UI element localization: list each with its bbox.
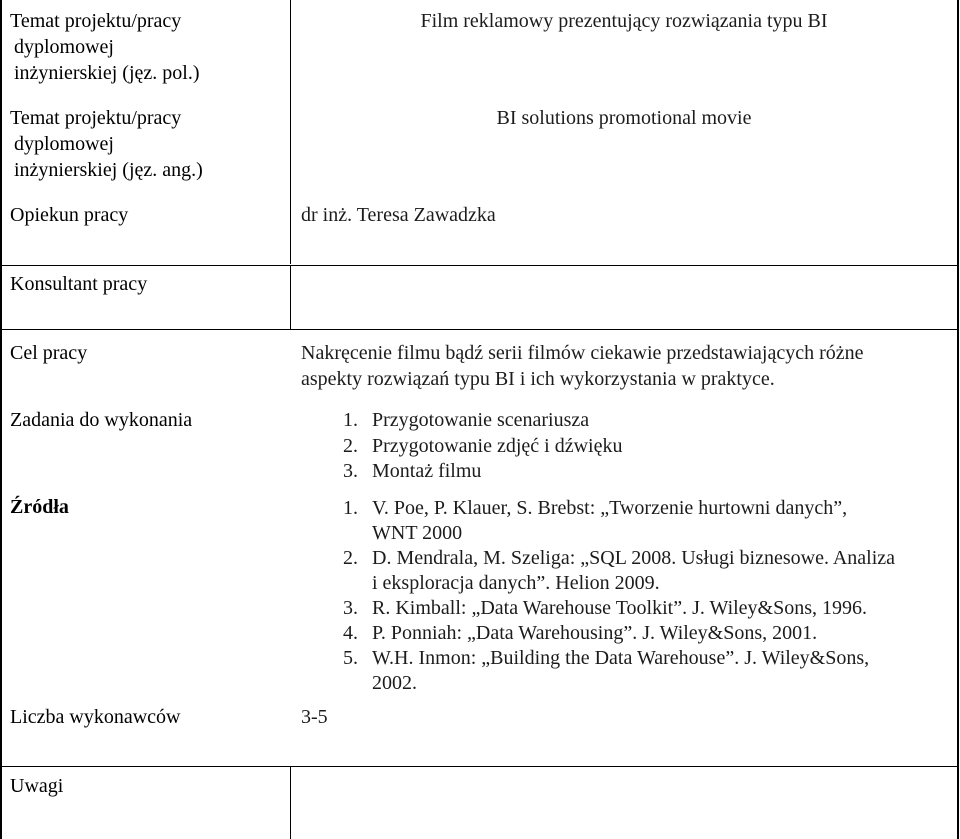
source-number: 5. xyxy=(343,647,358,669)
label-title-en-line2: dyplomowej xyxy=(14,133,114,155)
source-item-line: R. Kimball: „Data Warehouse Toolkit”. J. Wiley&Sons, 1996. xyxy=(372,597,868,619)
source-item-line: V. Poe, P. Klauer, S. Brebst: „Tworzenie hurtowni danych”, xyxy=(372,497,848,519)
table-border-right xyxy=(957,0,959,839)
column-divider-notes xyxy=(290,766,291,839)
source-item-line: P. Ponniah: „Data Warehousing”. J. Wiley&Sons, 2001. xyxy=(372,622,818,644)
source-item-line: WNT 2000 xyxy=(372,522,463,544)
source-item-line: i eksploracja danych”. Helion 2009. xyxy=(372,572,660,594)
label-goal: Cel pracy xyxy=(10,342,88,364)
source-number: 3. xyxy=(343,597,358,619)
label-title-pl-line2: dyplomowej xyxy=(14,36,114,58)
value-team-size: 3-5 xyxy=(301,706,328,728)
value-supervisor: dr inż. Teresa Zawadzka xyxy=(301,204,496,226)
table-border-left xyxy=(0,0,2,839)
label-title-pl-line3: inżynierskiej (jęz. pol.) xyxy=(14,62,200,84)
source-item-line: D. Mendrala, M. Szeliga: „SQL 2008. Usługi biznesowe. Analiza xyxy=(372,547,896,569)
label-title-en-line3: inżynierskiej (jęz. ang.) xyxy=(14,159,203,181)
label-sources: Źródła xyxy=(10,496,69,518)
label-supervisor: Opiekun pracy xyxy=(10,204,129,226)
source-item-line: 2002. xyxy=(372,672,417,694)
label-notes: Uwagi xyxy=(10,775,64,797)
task-item: Montaż filmu xyxy=(372,460,482,482)
column-divider-consultant xyxy=(290,265,291,329)
source-number: 4. xyxy=(343,622,358,644)
source-number: 1. xyxy=(343,497,358,519)
label-team-size: Liczba wykonawców xyxy=(10,706,181,728)
task-number: 2. xyxy=(343,435,358,457)
source-number: 2. xyxy=(343,547,358,569)
label-title-pl-line1: Temat projektu/pracy xyxy=(10,10,182,32)
column-divider-top xyxy=(290,0,291,264)
task-number: 1. xyxy=(343,409,358,431)
value-title-pl: Film reklamowy prezentujący rozwiązania typu BI xyxy=(420,10,828,32)
value-goal-line2: aspekty rozwiązań typu BI i ich wykorzystania w praktyce. xyxy=(301,368,775,390)
row-divider xyxy=(0,766,959,767)
row-divider xyxy=(0,329,959,330)
source-item-line: W.H. Inmon: „Building the Data Warehouse”. J. Wiley&Sons, xyxy=(372,647,870,669)
label-tasks: Zadania do wykonania xyxy=(10,409,193,431)
value-title-en: BI solutions promotional movie xyxy=(496,107,752,129)
task-item: Przygotowanie scenariusza xyxy=(372,409,590,431)
row-divider xyxy=(0,265,959,266)
label-consultant: Konsultant pracy xyxy=(10,273,148,295)
task-number: 3. xyxy=(343,460,358,482)
value-goal-line1: Nakręcenie filmu bądź serii filmów ciekawie przedstawiających różne xyxy=(301,342,864,364)
task-item: Przygotowanie zdjęć i dźwięku xyxy=(372,435,623,457)
label-title-en-line1: Temat projektu/pracy xyxy=(10,107,182,129)
